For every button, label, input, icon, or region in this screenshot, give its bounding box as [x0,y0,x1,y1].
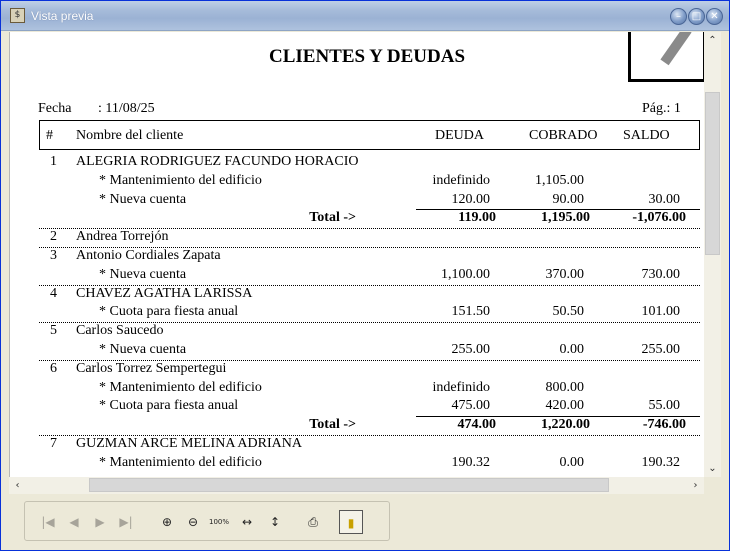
client-number: 5 [50,323,57,339]
item-saldo: 190.32 [641,454,680,470]
scroll-corner [704,477,721,494]
col-saldo-header: SALDO [623,128,670,143]
item-saldo: 30.00 [648,191,680,207]
fit-page-icon[interactable]: ↕ [269,515,281,529]
col-num-header: # [46,128,53,143]
total-saldo: -1,076.00 [632,210,686,226]
next-page-icon: ▶ [95,515,105,529]
client-name: Carlos Saucedo [76,323,164,339]
fit-width-icon[interactable]: ↔ [241,515,253,529]
client-number: 4 [50,285,57,301]
client-number: 3 [50,248,57,263]
zoom-100-icon[interactable]: 100% [208,518,229,526]
total-saldo: -746.00 [642,417,686,433]
col-deuda-header: DEUDA [435,128,484,143]
item-description: * Nueva cuenta [99,191,187,207]
item-deuda: indefinido [432,172,490,188]
preview-toolbar [24,501,390,541]
client-name: Andrea Torrejón [76,229,169,245]
item-description: * Nueva cuenta [99,266,187,282]
horizontal-scroll-thumb[interactable] [89,478,609,492]
zoom-in-icon[interactable]: ⊕ [161,515,173,529]
item-cobrado: 370.00 [545,266,584,282]
total-deuda: 119.00 [458,210,496,226]
item-deuda: indefinido [432,379,490,395]
item-cobrado: 90.00 [552,191,584,207]
title-bar[interactable] [1,1,729,31]
item-deuda: 475.00 [451,398,490,414]
item-description: * Mantenimiento del edificio [99,379,262,395]
report-page [9,32,721,494]
horizontal-scrollbar[interactable] [9,477,704,494]
client-name: ALEGRIA RODRIGUEZ FACUNDO HORACIO [76,154,359,169]
first-page-icon: |◀ [41,515,55,529]
close-icon[interactable]: ✕ [706,8,723,25]
total-deuda: 474.00 [457,417,496,433]
scroll-right-icon[interactable]: › [693,480,698,491]
report-title: CLIENTES Y DEUDAS [268,46,466,67]
item-cobrado: 50.50 [552,304,584,320]
total-cobrado: 1,220.00 [541,417,590,433]
zoom-out-icon[interactable]: ⊖ [187,515,199,529]
item-saldo: 255.00 [641,342,680,357]
item-description: * Mantenimiento del edificio [99,172,262,188]
client-name: Carlos Torrez Sempertegui [76,360,227,376]
print-icon[interactable]: ⎙ [308,515,318,529]
vertical-scroll-thumb[interactable] [705,92,720,255]
client-number: 7 [50,436,57,451]
item-deuda: 151.50 [451,304,490,320]
col-name-header: Nombre del cliente [76,128,184,143]
exit-icon[interactable]: ▮ [339,510,363,534]
client-name: Antonio Cordiales Zapata [76,248,221,263]
item-cobrado: 1,105.00 [535,172,584,188]
item-cobrado: 0.00 [559,454,584,470]
item-saldo: 730.00 [641,266,680,282]
item-cobrado: 800.00 [545,379,584,395]
fecha-label: Fecha [38,101,72,116]
page-number: Pág.: 1 [642,101,681,116]
total-cobrado: 1,195.00 [541,210,590,226]
item-saldo: 101.00 [641,304,680,320]
window-title: Vista previa [31,9,94,23]
item-deuda: 1,100.00 [441,266,490,282]
scroll-down-icon[interactable]: ⌄ [708,463,717,474]
report-icon: $ [10,8,25,23]
total-label: Total -> [309,417,356,433]
item-description: * Mantenimiento del edificio [99,454,262,470]
item-description: * Cuota para fiesta anual [99,398,239,414]
col-cobrado-header: COBRADO [529,128,598,143]
item-saldo: 55.00 [648,398,680,414]
last-page-icon: ▶| [119,515,133,529]
client-name: GUZMAN ARCE MELINA ADRIANA [76,436,302,451]
item-deuda: 120.00 [451,191,490,207]
maximize-icon[interactable]: □ [688,8,705,25]
client-name: CHAVEZ AGATHA LARISSA [76,285,253,301]
client-number: 6 [50,360,57,376]
client-number: 1 [50,154,57,169]
item-description: * Cuota para fiesta anual [99,304,239,320]
prev-page-icon: ◀ [69,515,79,529]
item-deuda: 190.32 [451,454,490,470]
client-number: 2 [50,229,57,245]
scroll-left-icon[interactable]: ‹ [15,480,20,491]
scroll-up-icon[interactable]: ⌃ [708,35,717,46]
item-deuda: 255.00 [451,342,490,357]
fecha-value: : 11/08/25 [98,101,155,116]
vertical-scrollbar[interactable] [704,32,721,477]
item-description: * Nueva cuenta [99,342,187,357]
total-label: Total -> [309,210,356,226]
item-cobrado: 0.00 [559,342,584,357]
minimize-icon[interactable]: – [670,8,687,25]
item-cobrado: 420.00 [545,398,584,414]
